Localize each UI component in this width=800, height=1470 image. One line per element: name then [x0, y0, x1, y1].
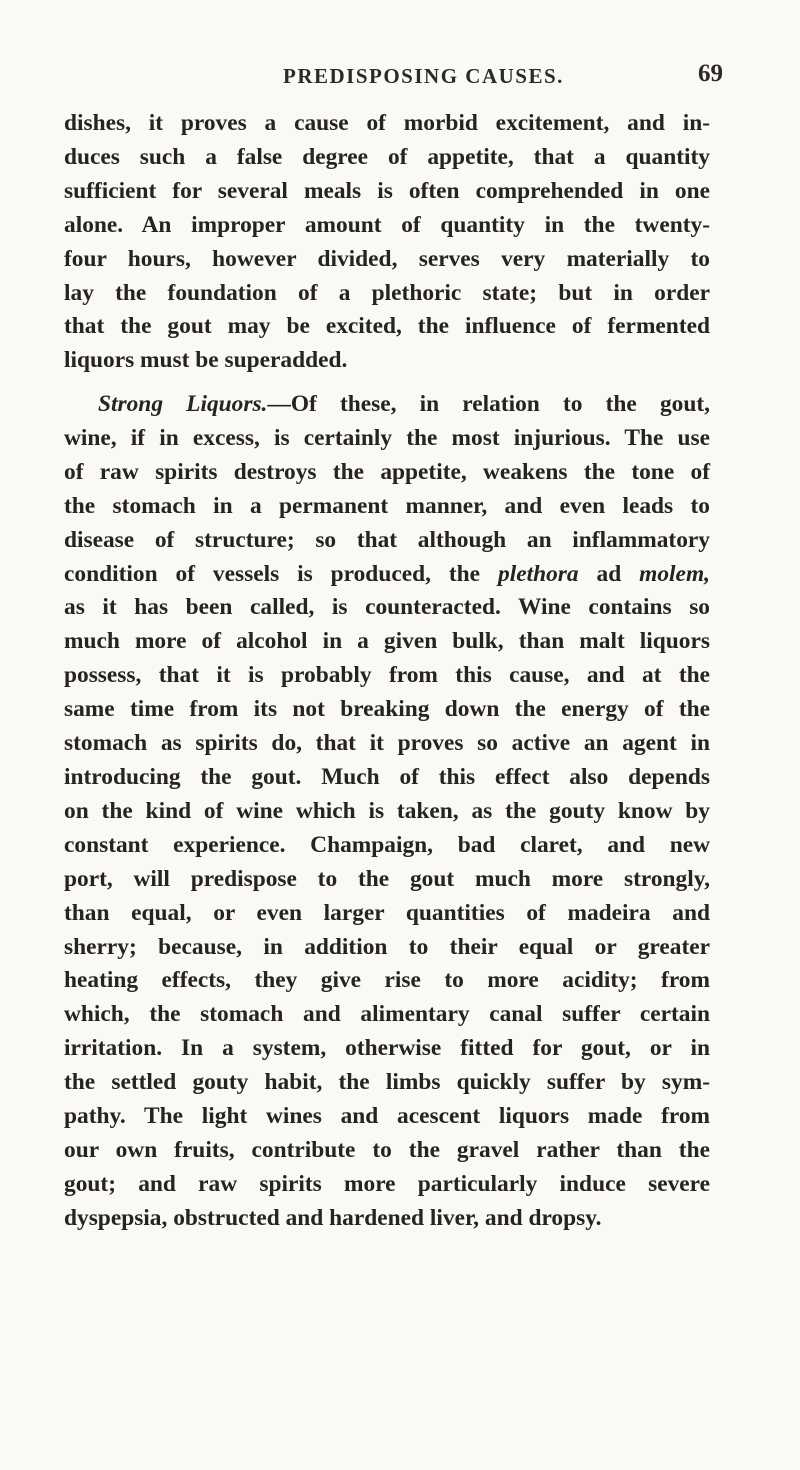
text-line: that the gout may be excited, the influence of fermented	[64, 313, 710, 340]
text-line: possess, that it is probably from this cause, and at the	[64, 662, 710, 689]
line-text: condition of vessels is produced, the	[64, 560, 481, 587]
text-line: irritation. In a system, otherwise fitted for gout, or in	[64, 1035, 710, 1062]
text-line-with-italics	[64, 558, 710, 592]
text-line: port, will predispose to the gout much more strongly,	[64, 865, 710, 892]
text-line: liquors must be superadded.	[64, 347, 348, 374]
text-line: much more of alcohol in a given bulk, than malt liquors	[64, 628, 710, 655]
text-line: on the kind of wine which is taken, as the gouty know by	[64, 797, 710, 824]
text-line: sherry; because, in addition to their equal or greater	[64, 933, 710, 960]
text-line: our own fruits, contribute to the gravel rather than the	[64, 1136, 710, 1163]
text-line: disease of structure; so that although an inflammatory	[64, 526, 710, 553]
text-line: constant experience. Champaign, bad claret, and new	[64, 831, 710, 858]
text-line: duces such a false degree of appetite, that a quantity	[64, 143, 710, 170]
text-line: which, the stomach and alimentary canal suffer certain	[64, 1001, 710, 1028]
text-line: lay the foundation of a plethoric state; but in order	[64, 279, 710, 306]
text-line: dyspepsia, obstructed and hardened liver, and dropsy.	[64, 1204, 602, 1231]
page-number: 69	[698, 60, 723, 87]
text-line: gout; and raw spirits more particularly induce severe	[64, 1170, 710, 1197]
text-line: introducing the gout. Much of this effect also depends	[64, 763, 710, 790]
italic-term: plethora	[498, 560, 579, 587]
text-line: heating effects, they give rise to more acidity; from	[64, 967, 710, 994]
text-line: as it has been called, is counteracted. Wine contains so	[64, 594, 710, 621]
paragraph-2	[64, 388, 710, 1236]
text-line: dishes, it proves a cause of morbid excitement, and in-	[64, 110, 710, 136]
line-text: ad	[596, 560, 622, 587]
opening-text: —Of these, in relation to the gout,	[267, 391, 710, 417]
text-line: of raw spirits destroys the appetite, weakens the tone of	[64, 458, 710, 485]
italic-term: molem,	[639, 560, 710, 587]
section-heading: Strong Liquors.	[98, 391, 268, 417]
text-line: stomach as spirits do, that it proves so active an agent in	[64, 730, 710, 757]
text-line: pathy. The light wines and acescent liquors made from	[64, 1103, 710, 1130]
running-title: PREDISPOSING CAUSES.	[283, 64, 564, 88]
text-line: than equal, or even larger quantities of madeira and	[64, 899, 710, 926]
paragraph-opening-line	[64, 388, 710, 422]
paragraph-1	[64, 107, 710, 378]
text-line: sufficient for several meals is often comprehended in one	[64, 177, 710, 204]
text-line: the stomach in a permanent manner, and even leads to	[64, 492, 710, 519]
text-line: same time from its not breaking down the energy of the	[64, 696, 710, 723]
text-line: four hours, however divided, serves very materially to	[64, 245, 710, 272]
text-line: the settled gouty habit, the limbs quickly suffer by sym-	[64, 1069, 710, 1096]
text-line: wine, if in excess, is certainly the most injurious. The use	[64, 424, 710, 451]
text-line: alone. An improper amount of quantity in the twenty-	[64, 211, 710, 238]
